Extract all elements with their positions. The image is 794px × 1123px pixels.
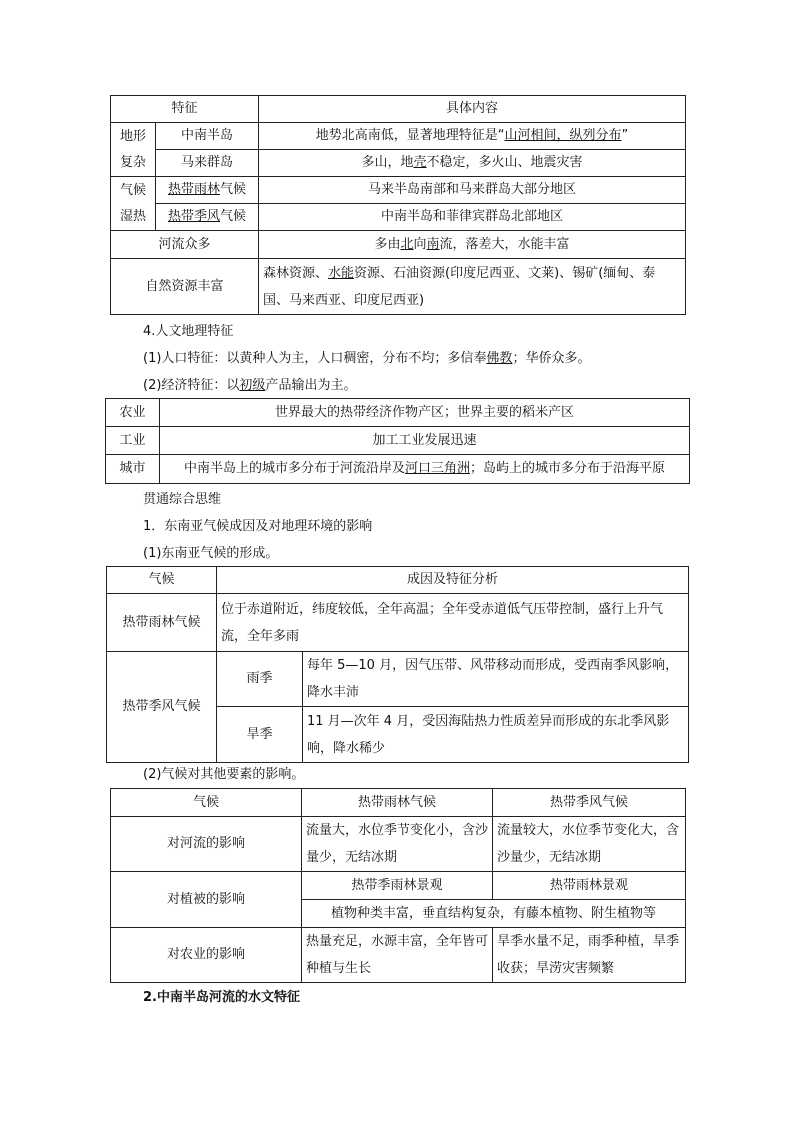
vegetation-effect-monsoon: 热带雨林景观	[493, 872, 686, 900]
resources-label: 自然资源丰富	[111, 259, 259, 315]
rainforest-label: 热带雨林气候	[107, 594, 217, 652]
climate-label: 气候 湿热	[111, 177, 156, 231]
malay-archipelago-content: 多山，地壳不稳定，多火山、地震灾害	[259, 150, 686, 177]
effects-rainforest-header: 热带雨林气候	[302, 789, 493, 817]
river-effect-monsoon: 流量较大，水位季节变化大，含沙量少，无结冰期	[493, 817, 686, 872]
indochina-rivers-heading: 2.中南半岛河流的水文特征	[143, 990, 300, 1005]
agriculture-effect-monsoon: 旱季水量不足，雨季种植，旱季收获；旱涝灾害频繁	[493, 928, 686, 983]
effects-monsoon-header: 热带季风气候	[493, 789, 686, 817]
monsoon-climate-label: 热带季风气候	[156, 204, 259, 231]
monsoon-label: 热带季风气候	[107, 652, 217, 763]
agriculture-effect-label: 对农业的影响	[111, 928, 302, 983]
indochina-label: 中南半岛	[156, 123, 259, 150]
wet-season-label: 雨季	[217, 652, 303, 707]
industry-label: 工业	[106, 427, 160, 455]
rivers-content: 多由北向南流，落差大，水能丰富	[259, 231, 686, 259]
industry-content: 加工工业发展迅速	[160, 427, 690, 455]
rainforest-climate-content: 马来半岛南部和马来群岛大部分地区	[259, 177, 686, 204]
climate-header: 气候	[107, 567, 217, 594]
agriculture-content: 世界最大的热带经济作物产区；世界主要的稻米产区	[160, 399, 690, 427]
vegetation-effect-shared: 植物种类丰富，垂直结构复杂，有藤本植物、附生植物等	[302, 900, 686, 928]
river-effect-rainforest: 流量大，水位季节变化小，含沙量少，无结冰期	[302, 817, 493, 872]
population-features: (1)人口特征：以黄种人为主，人口稠密，分布不均；多信奉佛教；华侨众多。	[143, 351, 591, 366]
climate-effects-table	[110, 788, 686, 983]
effects-climate-header: 气候	[111, 789, 302, 817]
vegetation-effect-label: 对植被的影响	[111, 872, 302, 928]
climate-causes-heading: 1．东南亚气候成因及对地理环境的影响	[143, 519, 373, 534]
table-header-content: 具体内容	[259, 96, 686, 123]
rivers-label: 河流众多	[111, 231, 259, 259]
rainforest-climate-label: 热带雨林气候	[156, 177, 259, 204]
agriculture-effect-rainforest: 热量充足，水源丰富，全年皆可种植与生长	[302, 928, 493, 983]
climate-effects-subheading: (2)气候对其他要素的影响。	[143, 767, 305, 782]
indochina-content: 地势北高南低，显著地理特征是“山河相间，纵列分布”	[259, 123, 686, 150]
economic-features: (2)经济特征：以初级产品输出为主。	[143, 378, 357, 393]
city-content: 中南半岛上的城市多分布于河流沿岸及河口三角洲；岛屿上的城市多分布于沿海平原	[160, 455, 690, 484]
resources-content: 森林资源、水能资源、石油资源(印度尼西亚、文莱)、锡矿(缅甸、泰国、马来西亚、印度尼西亚)	[259, 259, 686, 315]
dry-season-label: 旱季	[217, 707, 303, 763]
dry-season-analysis: 11 月—次年 4 月，受因海陆热力性质差异而形成的东北季风影响，降水稀少	[303, 707, 689, 763]
terrain-label: 地形 复杂	[111, 123, 156, 177]
wet-season-analysis: 每年 5—10 月，因气压带、风带移动而形成，受西南季风影响，降水丰沛	[303, 652, 689, 707]
monsoon-climate-content: 中南半岛和菲律宾群岛北部地区	[259, 204, 686, 231]
river-effect-label: 对河流的影响	[111, 817, 302, 872]
section-4-title: 4.人文地理特征	[143, 324, 234, 339]
rainforest-analysis: 位于赤道附近，纬度较低，全年高温；全年受赤道低气压带控制，盛行上升气流，全年多雨	[217, 594, 689, 652]
agriculture-label: 农业	[106, 399, 160, 427]
climate-formation-subheading: (1)东南亚气候的形成。	[143, 546, 279, 561]
cause-header: 成因及特征分析	[217, 567, 689, 594]
human-geography-table	[105, 398, 690, 484]
table-header-feature: 特征	[111, 96, 259, 123]
integrated-thinking-heading: 贯通综合思维	[143, 492, 222, 507]
malay-archipelago-label: 马来群岛	[156, 150, 259, 177]
city-label: 城市	[106, 455, 160, 484]
vegetation-effect-rainforest: 热带季雨林景观	[302, 872, 493, 900]
climate-formation-table	[106, 566, 689, 763]
physical-features-table	[110, 95, 686, 315]
